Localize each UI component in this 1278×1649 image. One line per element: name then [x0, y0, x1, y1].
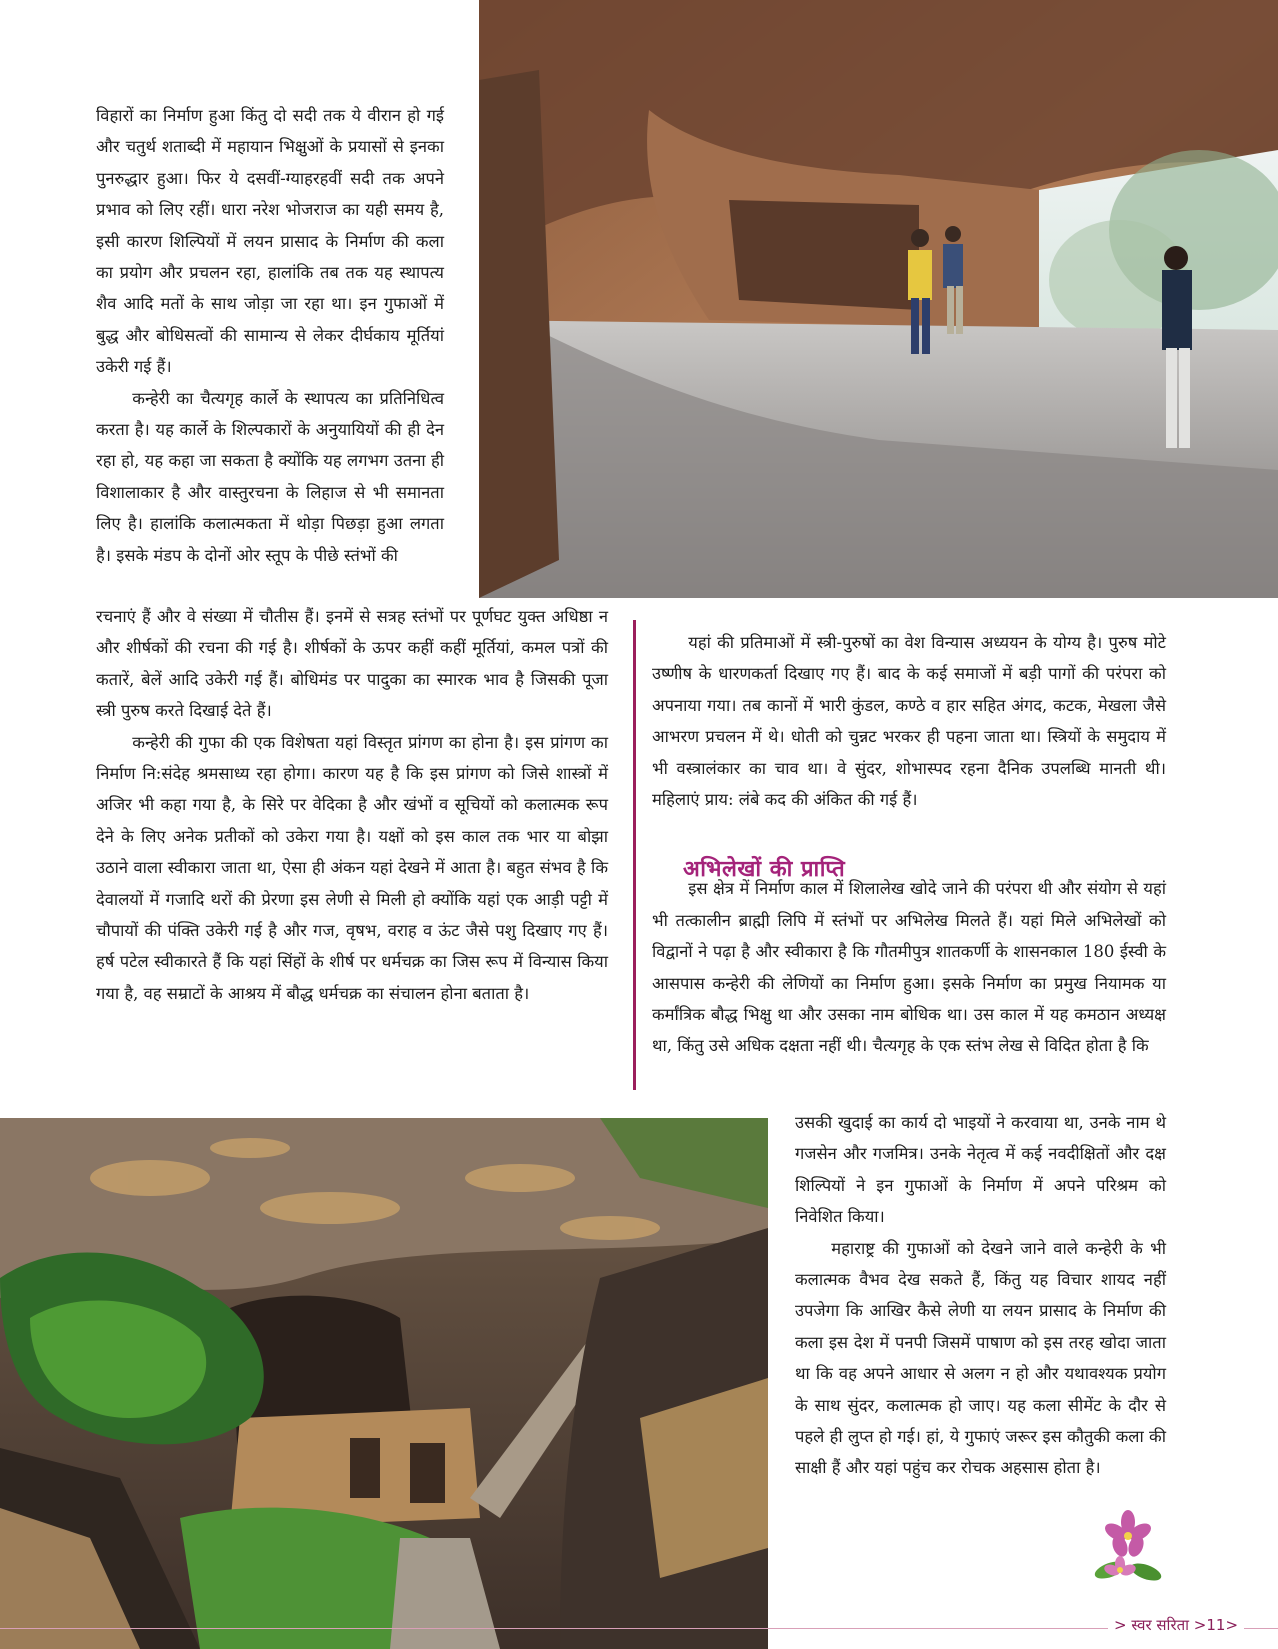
right-column-bottom [795, 1107, 1166, 1484]
left-column-top [96, 100, 444, 571]
right-column-top [652, 627, 1166, 1062]
paragraph: उसकी खुदाई का कार्य दो भाइयों ने करवाया था, उनके नाम थे गजसेन और गजमित्र। उनके नेतृत्व में कई नवदीक्षितों और दक्ष शिल्पियों ने इन गुफाओं के निर्माण में अपने परिश्रम को निवेशित किया। [795, 1113, 1166, 1227]
page-footer [1108, 1615, 1244, 1641]
paragraph: कन्हेरी का चैत्यगृह कार्ले के स्थापत्य का प्रतिनिधित्व करता है। यह कार्ले के शिल्पकारों के अनुयायियों की ही देन रहा हो, यह कहा जा सकता है क्योंकि यह लगभग उतना ही विशालाकार है और वास्तुरचना के लिहाज से भी समानता लिए है। हालांकि कलात्मकता में थोड़ा पिछड़ा हुआ लगता है। इसके मंडप के दोनों ओर स्तूप के पीछे स्तंभों की [96, 388, 444, 565]
column-divider [633, 620, 636, 1090]
footer-rule [0, 1628, 1278, 1629]
magazine-name: > स्वर सरिता > [1114, 1616, 1207, 1634]
paragraph: कन्हेरी की गुफा की एक विशेषता यहां विस्तृत प्रांगण का होना है। इस प्रांगण का निर्माण नि:संदेह श्रमसाध्य रहा होगा। कारण यह है कि इस प्रांगण को जिसे शास्त्रों में अजिर भी कहा गया है, के सिरे पर वेदिका है और खंभों व सूचियों को कलात्मक रूप देने के लिए अनेक प्रतीकों को उकेरा गया है। यक्षों को इस काल तक भार या बोझा उठाने वाला स्वीकारा जाता था, ऐसा ही अंकन यहां देखने में आता है। बहुत संभव है कि देवालयों में गजादि थरों की प्रेरणा इस लेणी से मिली हो क्योंकि यहां एक आड़ी पट्टी में चौपायों की पंक्ति उकेरी गई है और गज, वृषभ, वराह व ऊंट जैसे पशु दिखाए गए हैं। हर्ष पटेल स्वीकारते हैं कि यहां सिंहों के शीर्ष पर धर्मचक्र का जिस रूप में विन्यास किया गया है, वह सम्राटों के आश्रय में बौद्ध धर्मचक्र का संचालन होना बताता है। [96, 732, 608, 1003]
cave-interior-photo [479, 0, 1278, 598]
paragraph: रचनाएं हैं और वे संख्या में चौतीस हैं। इनमें से सत्रह स्तंभों पर पूर्णघट युक्त अधिष्ठा न और शीर्षकों की रचना की गई है। शीर्षकों के ऊपर कहीं कहीं मूर्तियां, कमल पत्रों की कतारें, बेलें आदि उकेरी गई हैं। बोधिमंड पर पादुका का स्मारक भाव है जिसकी पूजा स्त्री पुरुष करते दिखाई देते हैं। [96, 607, 608, 721]
paragraph: यहां की प्रतिमाओं में स्त्री-पुरुषों का वेश विन्यास अध्ययन के योग्य है। पुरुष मोटे उष्णीष के धारणकर्ता दिखाए गए हैं। बाद के कई समाजों में बड़ी पागों की परंपरा को अपनाया गया। तब कानों में भारी कुंडल, कण्ठे व हार सहित अंगद, कटक, मेखला जैसे आभरण प्रचलन में थे। धोती को चुन्नट भरकर ही पहना जाता था। स्त्रियों के समुदाय में भी वस्त्रालंकार का चाव था। वे सुंदर, शोभास्पद रहना दैनिक उपलब्धि मानती थी। महिलाएं प्राय: लंबे कद की अंकित की गई हैं। [652, 633, 1166, 810]
left-column-bottom [96, 601, 608, 1009]
page-number: 11 [1206, 1616, 1226, 1634]
flower-icon [1090, 1508, 1166, 1590]
hillside-caves-photo [0, 1118, 768, 1649]
paragraph: विहारों का निर्माण हुआ किंतु दो सदी तक ये वीरान हो गई और चतुर्थ शताब्दी में महायान भिक्षुओं के प्रयासों से इनका पुनरुद्धार हुआ। फिर ये दसवीं-ग्याहरहवीं सदी तक अपने प्रभाव को लिए रहीं। धारा नरेश भोजराज का यही समय है, इसी कारण शिल्पियों में लयन प्रासाद के निर्माण की कला का प्रयोग और प्रचलन रहा, हालांकि तब तक यह स्थापत्य शैव आदि मतों के साथ जोड़ा जा रहा था। इन गुफाओं में बुद्ध और बोधिसत्वों की सामान्य से लेकर दीर्घकाय मूर्तियां उकेरी गई हैं। [96, 106, 444, 377]
paragraph: इस क्षेत्र में निर्माण काल में शिलालेख खोदे जाने की परंपरा थी और संयोग से यहां भी तत्कालीन ब्राह्मी लिपि में स्तंभों पर अभिलेख मिलते हैं। यहां मिले अभिलेखों को विद्वानों ने पढ़ा है और स्वीकारा है कि गौतमीपुत्र शातकर्णी के शासनकाल 180 ईस्वी के आसपास कन्हेरी की लेणियों का निर्माण हुआ। इसके निर्माण का प्रमुख नियामक या कर्मांत्रिक बौद्ध भिक्षु था और उसका नाम बोधिक था। उस काल में यह कमठान अध्यक्ष था, किंतु उसे अधिक दक्षता नहीं थी। चैत्यगृह के एक स्तंभ लेख से विदित होता है कि [652, 879, 1166, 1056]
section-heading: अभिलेखों की प्राप्ति [683, 856, 846, 882]
paragraph: महाराष्ट्र की गुफाओं को देखने जाने वाले कन्हेरी के भी कलात्मक वैभव देख सकते हैं, किंतु यह विचार शायद नहीं उपजेगा कि आखिर कैसे लेणी या लयन प्रासाद के निर्माण की कला इस देश में पनपी जिसमें पाषाण को इस तरह खोदा जाता था कि वह अपने आधार से अलग न हो और यथावश्यक प्रयोग के साथ सुंदर, कलात्मक हो जाए। यह कला सीमेंट के दौर से पहले ही लुप्त हो गई। हां, ये गुफाएं जरूर इस कौतुकी कला की साक्षी हैं और यहां पहुंच कर रोचक अहसास होता है। [795, 1238, 1166, 1478]
footer-suffix: > [1225, 1616, 1239, 1634]
